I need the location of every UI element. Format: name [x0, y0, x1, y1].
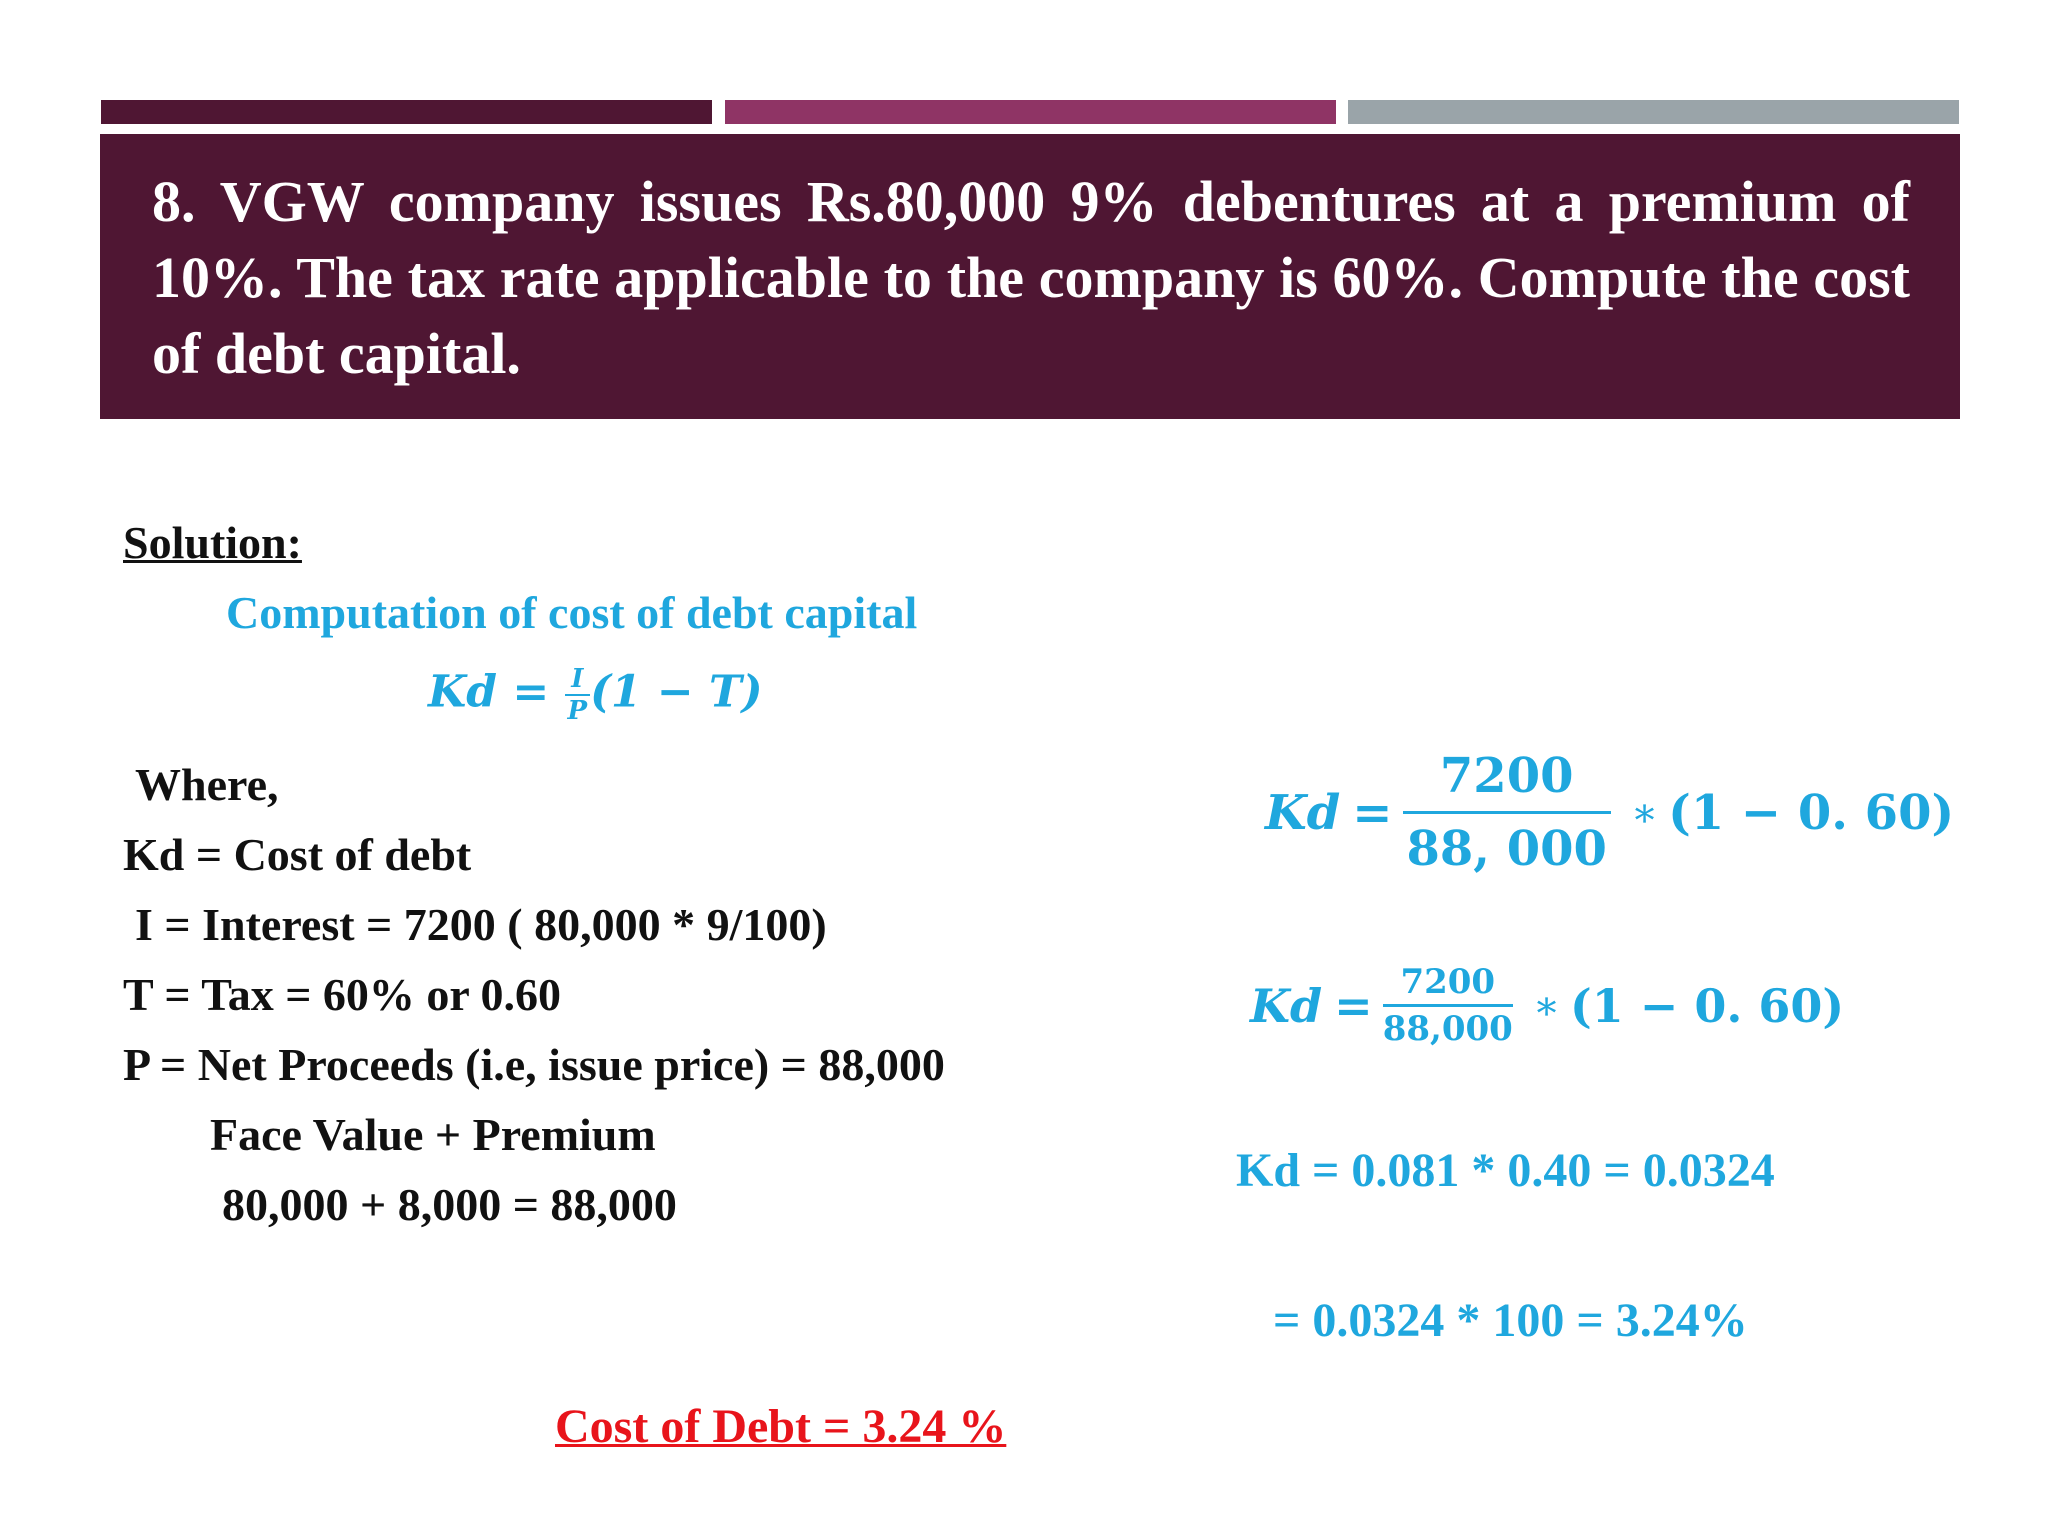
formula-denominator: P [567, 696, 588, 726]
question-text: 8. VGW company issues Rs.80,000 9% debentures at a premium of 10%. The tax rate applicable to the company is 60%. Compute the cost of debt capital. [152, 169, 1910, 386]
formula-equals: = [512, 666, 550, 718]
result-text: Cost of Debt = 3.24 % [555, 1400, 1007, 1453]
step1-fraction [1403, 745, 1611, 880]
header-bar-left [101, 100, 712, 124]
kd-formula [428, 664, 763, 726]
computation-title: Computation of cost of debt capital [226, 587, 918, 638]
step1-lhs: Kd [1265, 784, 1341, 841]
step2-denominator: 88,000 [1382, 1009, 1513, 1049]
proceeds-definition: P = Net Proceeds (i.e, issue price) = 88,000 [123, 1039, 945, 1090]
step2-multiply: ∗ [1532, 982, 1561, 1029]
step2-equals: = [1334, 978, 1373, 1033]
step2-numerator: 7200 [1383, 960, 1513, 1007]
kd-definition: Kd = Cost of debt [123, 829, 472, 880]
where-label: Where, [135, 759, 279, 810]
question-banner [100, 134, 1960, 419]
solution-heading: Solution: [123, 517, 302, 568]
face-value-calculation: 80,000 + 8,000 = 88,000 [222, 1179, 677, 1230]
step2-fraction [1383, 960, 1513, 1051]
step1-equals: = [1352, 784, 1393, 841]
step2-factor: (1 − 0. 60) [1570, 978, 1845, 1033]
interest-definition: I = Interest = 7200 ( 80,000 * 9/100) [135, 899, 827, 950]
face-value-line: Face Value + Premium [210, 1109, 656, 1160]
step1-denominator: 88, 000 [1406, 821, 1607, 877]
header-bar-middle [725, 100, 1336, 124]
calc-step-2 [1250, 960, 1844, 1051]
formula-numerator: I [565, 664, 591, 696]
step2-lhs: Kd [1250, 978, 1323, 1033]
calc-step-3: Kd = 0.081 * 0.40 = 0.0324 [1236, 1144, 1775, 1197]
formula-lhs: Kd [428, 666, 498, 718]
step1-multiply: ∗ [1630, 789, 1659, 836]
formula-factor: (1 − T) [590, 666, 763, 718]
step1-factor: (1 − 0. 60) [1668, 784, 1955, 841]
calc-step-4: = 0.0324 * 100 = 3.24% [1273, 1294, 1748, 1347]
tax-definition: T = Tax = 60% or 0.60 [123, 969, 561, 1020]
formula-fraction [565, 664, 591, 726]
calc-step-1 [1265, 745, 1954, 880]
step1-numerator: 7200 [1403, 745, 1611, 814]
header-bar-right [1348, 100, 1959, 124]
